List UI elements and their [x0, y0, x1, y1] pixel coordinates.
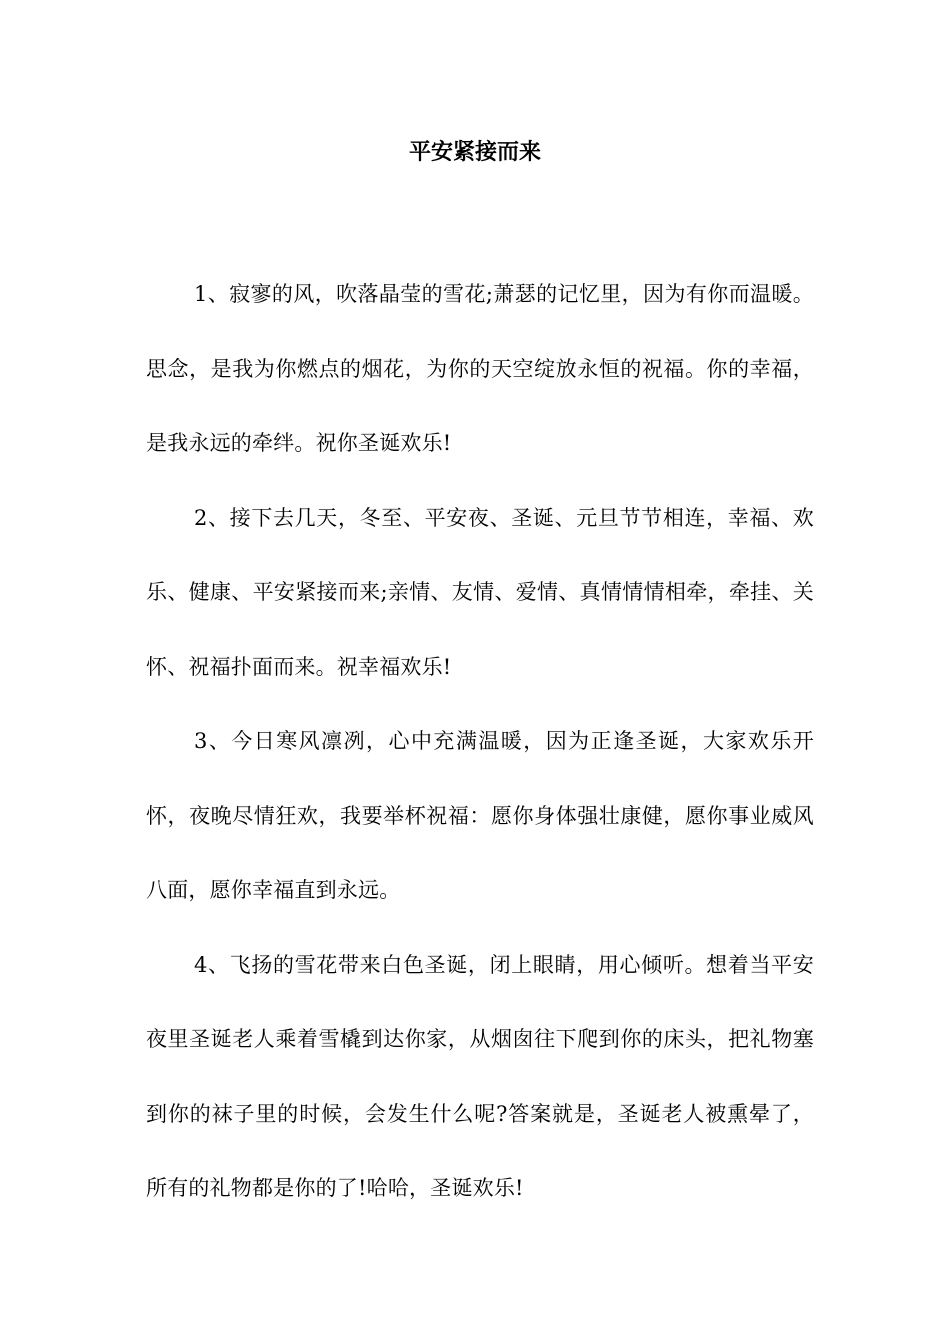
paragraph-2: 2、接下去几天，冬至、平安夜、圣诞、元旦节节相连，幸福、欢乐、健康、平安紧接而来;亲情、友情、爱情、真情情情相牵，牵挂、关怀、祝福扑面而来。祝幸福欢乐!: [146, 505, 814, 679]
paragraph-1: 1、寂寥的风，吹落晶莹的雪花;萧瑟的记忆里，因为有你而温暖。思念，是我为你燃点的烟花，为你的天空绽放永恒的祝福。你的幸福，是我永远的牵绊。祝你圣诞欢乐!: [146, 282, 814, 455]
document-body: [146, 257, 814, 1226]
paragraph-4: 4、飞扬的雪花带来白色圣诞，闭上眼睛，用心倾听。想着当平安夜里圣诞老人乘着雪橇到达你家，从烟囱往下爬到你的床头，把礼物塞到你的袜子里的时候，会发生什么呢?答案就是，圣诞老人被熏晕了，所有的礼物都是你的了!哈哈，圣诞欢乐!: [146, 952, 814, 1200]
page-title: 平安紧接而来: [408, 139, 541, 165]
paragraph-3: 3、今日寒风凛冽，心中充满温暖，因为正逢圣诞，大家欢乐开怀，夜晚尽情狂欢，我要举杯祝福：愿你身体强壮康健，愿你事业威风八面，愿你幸福直到永远。: [146, 729, 814, 902]
